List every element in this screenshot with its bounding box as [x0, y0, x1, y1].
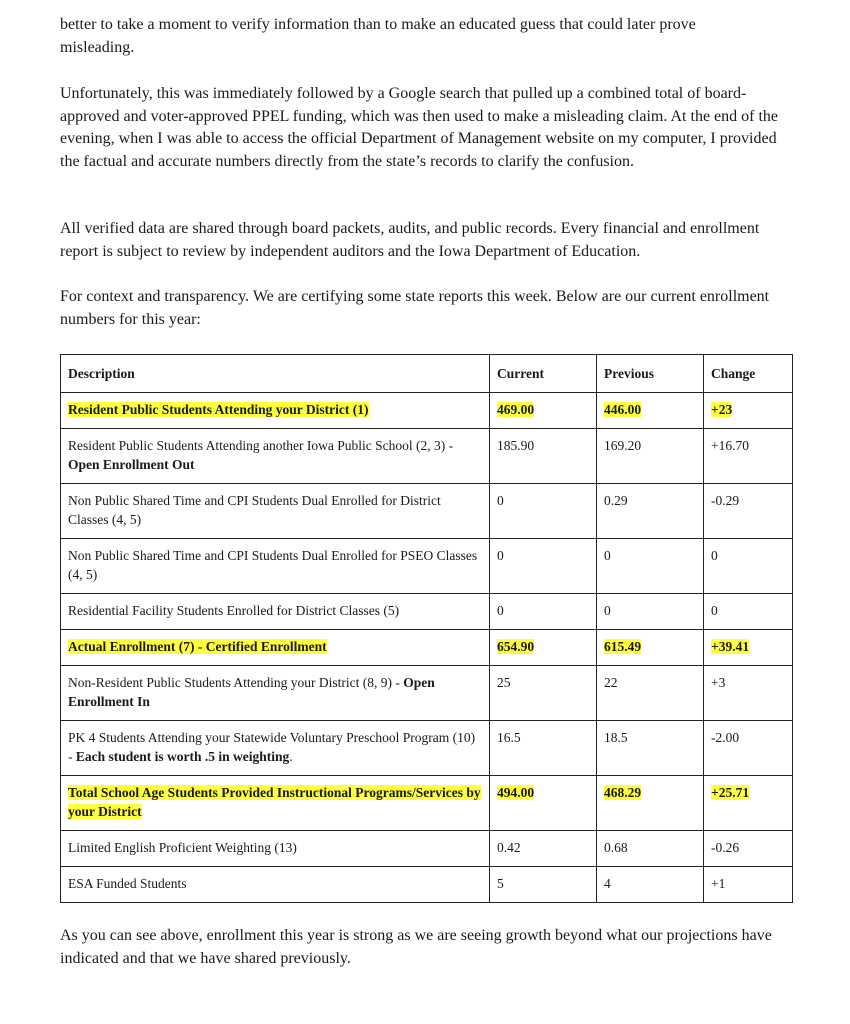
row-current: 0.42: [490, 830, 597, 866]
row-change: +16.70: [704, 428, 793, 483]
row-current: 0: [490, 483, 597, 538]
row-change: +23: [704, 392, 793, 428]
table-row: [61, 866, 793, 902]
table-row: [61, 720, 793, 775]
row-change: +3: [704, 665, 793, 720]
row-description: Resident Public Students Attending another Iowa Public School (2, 3) - Open Enrollment Out: [61, 428, 490, 483]
paragraph-intro: better to take a moment to verify information than to make an educated guess that could later prove misleading.: [60, 16, 696, 56]
row-change: +25.71: [704, 775, 793, 830]
row-current: 5: [490, 866, 597, 902]
row-previous: 0: [597, 593, 704, 629]
table-header-row: [61, 355, 793, 393]
table-row: [61, 392, 793, 428]
row-description: Limited English Proficient Weighting (13): [61, 830, 490, 866]
row-description: Non-Resident Public Students Attending your District (8, 9) - Open Enrollment In: [61, 665, 490, 720]
row-change: -0.29: [704, 483, 793, 538]
row-previous: 615.49: [597, 629, 704, 665]
table-row: [61, 538, 793, 593]
table-row: [61, 428, 793, 483]
paragraph-google-search: Unfortunately, this was immediately followed by a Google search that pulled up a combined total of board-approved and voter-approved PPEL funding, which was then used to make a misleading claim. At the end of the evening, when I was able to access the official Department of Management website on my computer, I provided the factual and accurate numbers directly from the state’s records to clarify the confusion.: [60, 85, 779, 170]
row-previous: 446.00: [597, 392, 704, 428]
row-previous: 0.68: [597, 830, 704, 866]
row-current: 0: [490, 538, 597, 593]
row-description: Resident Public Students Attending your District (1): [61, 392, 490, 428]
row-description: Non Public Shared Time and CPI Students Dual Enrolled for District Classes (4, 5): [61, 483, 490, 538]
table-row: [61, 775, 793, 830]
row-description: Actual Enrollment (7) - Certified Enrollment: [61, 629, 490, 665]
paragraph-conclusion: As you can see above, enrollment this year is strong as we are seeing growth beyond what our projections have indicated and that we have shared previously.: [60, 927, 772, 967]
row-previous: 18.5: [597, 720, 704, 775]
paragraph-context: For context and transparency. We are certifying some state reports this week. Below are our current enrollment numbers for this year:: [60, 288, 770, 328]
table-row: [61, 483, 793, 538]
row-description: Total School Age Students Provided Instructional Programs/Services by your District: [61, 775, 490, 830]
header-previous: Previous: [597, 355, 704, 393]
row-change: +39.41: [704, 629, 793, 665]
row-previous: 0.29: [597, 483, 704, 538]
header-current: Current: [490, 355, 597, 393]
row-previous: 0: [597, 538, 704, 593]
row-previous: 4: [597, 866, 704, 902]
row-description: Non Public Shared Time and CPI Students Dual Enrolled for PSEO Classes (4, 5): [61, 538, 490, 593]
table-row: [61, 593, 793, 629]
row-current: 0: [490, 593, 597, 629]
row-description: ESA Funded Students: [61, 866, 490, 902]
row-description: Residential Facility Students Enrolled for District Classes (5): [61, 593, 490, 629]
row-change: -2.00: [704, 720, 793, 775]
row-change: 0: [704, 538, 793, 593]
row-current: 494.00: [490, 775, 597, 830]
header-change: Change: [704, 355, 793, 393]
row-change: +1: [704, 866, 793, 902]
row-current: 16.5: [490, 720, 597, 775]
row-previous: 468.29: [597, 775, 704, 830]
paragraph-verified-data: All verified data are shared through board packets, audits, and public records. Every financial and enrollment report is subject to review by independent auditors and the Iowa Department of Education.: [60, 220, 760, 260]
table-row: [61, 830, 793, 866]
row-change: -0.26: [704, 830, 793, 866]
row-current: 25: [490, 665, 597, 720]
header-description: Description: [61, 355, 490, 393]
row-previous: 22: [597, 665, 704, 720]
row-current: 654.90: [490, 629, 597, 665]
table-row: [61, 665, 793, 720]
row-change: 0: [704, 593, 793, 629]
enrollment-table: [60, 354, 793, 903]
table-row: [61, 629, 793, 665]
row-previous: 169.20: [597, 428, 704, 483]
row-current: 469.00: [490, 392, 597, 428]
row-description: PK 4 Students Attending your Statewide Voluntary Preschool Program (10) - Each student is worth .5 in weighting.: [61, 720, 490, 775]
row-current: 185.90: [490, 428, 597, 483]
